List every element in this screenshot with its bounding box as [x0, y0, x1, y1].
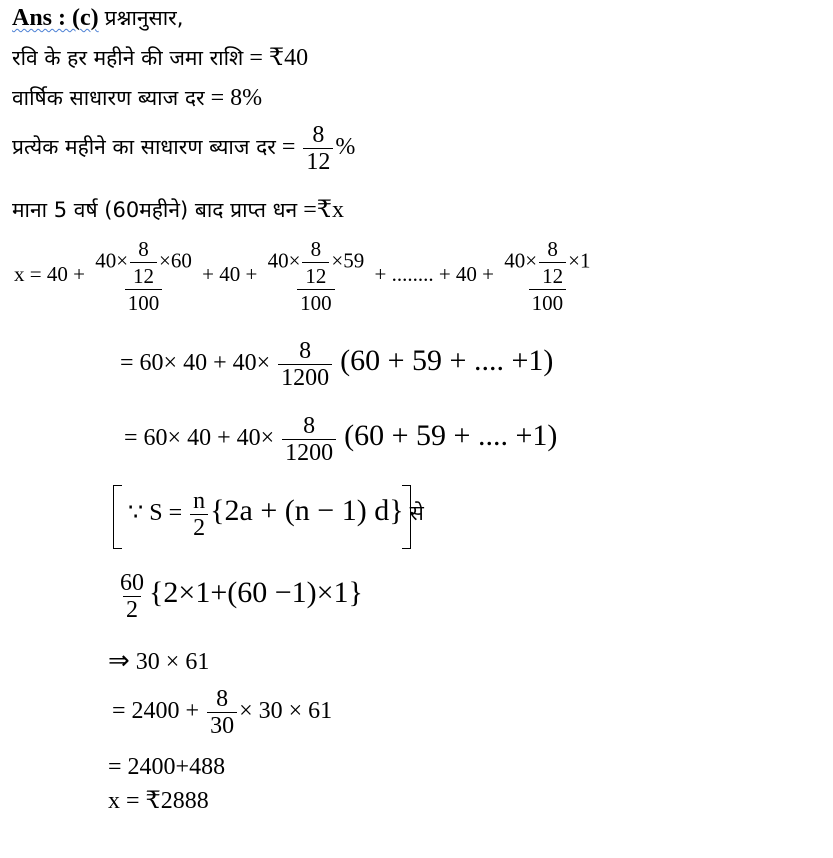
step1-den: 1200 — [278, 364, 332, 391]
inner-den: 12 — [539, 262, 566, 289]
term3-num-b: ×1 — [568, 248, 591, 273]
sum-step-num: 60 — [120, 570, 144, 596]
deposit-text: रवि के हर महीने की जमा राशि — [12, 46, 244, 70]
assume-prefix: माना 5 वर्ष (60महीने) बाद प्राप्त धन — [12, 198, 298, 222]
answer-line — [12, 4, 183, 32]
step2-den: 1200 — [282, 439, 336, 466]
step2-pre: = 60× 40 + 40× — [124, 425, 275, 452]
monthly-rate-line — [12, 122, 355, 175]
term1-numerator — [92, 236, 195, 289]
inner-den: 12 — [130, 262, 157, 289]
formula-hindi: से — [409, 501, 424, 526]
inner-fraction — [539, 236, 566, 289]
monthly-rate-suffix: % — [335, 134, 356, 161]
expansion-lhs: x = 40 + — [14, 261, 85, 286]
term2-numerator — [265, 236, 368, 289]
term3-denominator: 100 — [529, 289, 567, 316]
term1-num-b: ×60 — [159, 248, 192, 273]
deposit-line — [12, 44, 308, 72]
formula-num: n — [193, 488, 206, 514]
monthly-rate-text: प्रत्येक महीने का साधारण ब्याज दर — [12, 135, 276, 160]
step3-den: 30 — [207, 712, 237, 739]
fraction-denominator: 12 — [303, 148, 333, 175]
step3-fraction — [207, 686, 237, 739]
step3-pre: = 2400 + — [112, 698, 200, 725]
annual-rate-eq: = 8% — [210, 85, 263, 111]
step2-line — [124, 413, 557, 466]
term3-num-a: 40× — [504, 248, 538, 273]
fraction-numerator: 8 — [312, 122, 325, 148]
term1-fraction — [92, 236, 195, 316]
deposit-eq: = ₹40 — [249, 45, 309, 71]
implies-arrow-icon: ⇒ — [108, 646, 130, 676]
inner-num: 8 — [138, 237, 149, 261]
assume-line — [12, 196, 344, 224]
sum-step-post: {2×1+(60 −1)×1} — [149, 576, 363, 610]
step3-line — [112, 686, 332, 739]
left-bracket — [113, 485, 122, 549]
final-answer: x = ₹2888 — [108, 788, 209, 814]
term2-denominator: 100 — [297, 289, 335, 316]
term2-num-b: ×59 — [331, 248, 365, 273]
term2-fraction — [265, 236, 368, 316]
step4-line: = 2400+488 — [108, 754, 226, 780]
step1-post: (60 + 59 + .... +1) — [340, 344, 554, 378]
inner-den: 12 — [302, 262, 329, 289]
formula-fraction — [190, 488, 208, 541]
inner-fraction — [130, 236, 157, 289]
step1-fraction — [278, 338, 332, 391]
term3-fraction — [501, 236, 593, 316]
step3-post: × 30 × 61 — [239, 698, 333, 725]
implies-line — [108, 647, 209, 676]
formula-post: {2a + (n − 1) d} — [210, 494, 404, 528]
term1-denominator: 100 — [125, 289, 163, 316]
step2-fraction — [282, 413, 336, 466]
step3-num: 8 — [216, 686, 229, 712]
expansion-line — [14, 236, 595, 316]
sum-step-den: 2 — [123, 596, 141, 623]
expansion-plus1: + 40 + — [202, 261, 258, 286]
step2-num: 8 — [303, 413, 316, 439]
answer-intro: प्रश्नानुसार, — [104, 6, 184, 30]
annual-rate-line — [12, 84, 262, 112]
formula-pre: ∵ S = — [128, 500, 183, 527]
step1-pre: = 60× 40 + 40× — [120, 350, 271, 377]
sum-step-fraction — [117, 570, 147, 623]
answer-label: Ans : (c) — [12, 5, 99, 31]
term1-num-a: 40× — [95, 248, 129, 273]
step1-num: 8 — [299, 338, 312, 364]
monthly-rate-eq: = — [281, 134, 296, 161]
step1-line — [120, 338, 553, 391]
inner-num: 8 — [547, 237, 558, 261]
term2-num-a: 40× — [267, 248, 301, 273]
sum-step-line — [115, 570, 363, 623]
annual-rate-text: वार्षिक साधारण ब्याज दर — [12, 86, 205, 110]
assume-eq: =₹x — [303, 197, 345, 223]
monthly-rate-fraction — [303, 122, 333, 175]
expansion-plus2: + ........ + 40 + — [374, 261, 495, 286]
implies-text: 30 × 61 — [135, 649, 210, 675]
formula-line — [128, 488, 424, 541]
formula-den: 2 — [190, 514, 208, 541]
inner-fraction — [302, 236, 329, 289]
step2-post: (60 + 59 + .... +1) — [344, 419, 558, 453]
term3-numerator — [501, 236, 593, 289]
inner-num: 8 — [310, 237, 322, 261]
